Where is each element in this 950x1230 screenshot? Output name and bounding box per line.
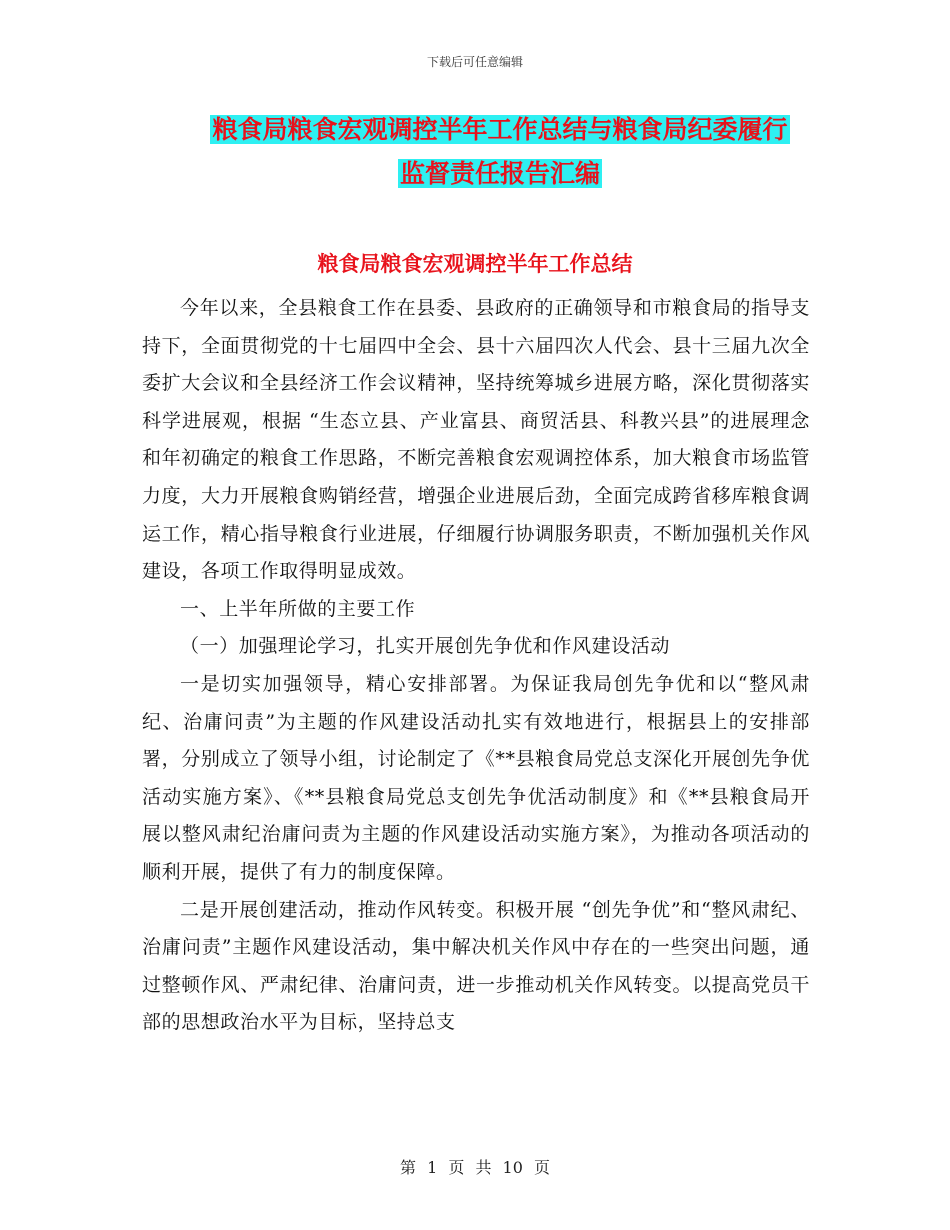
document-title-line-2: 监督责任报告汇编 [399, 159, 600, 188]
page-number: 第 1 页 共 10 页 [400, 1158, 550, 1177]
paragraph-activities: 二是开展创建活动，推动作风转变。积极开展 “创先争优”和“整风肃纪、治庸问责”主题作风建设活动，集中解决机关作风中存在的一些突出问题，通过整顿作风、严肃纪律、治庸问责，进一步推动机关作风转变。以提高党员干部的思想政治水平为目标，坚持总支 [142, 898, 810, 1034]
subheading-theory-study: （一）加强理论学习，扎实开展创先争优和作风建设活动 [180, 635, 671, 658]
heading-main-work: 一、上半年所做的主要工作 [180, 597, 416, 620]
section-title: 粮食局粮食宏观调控半年工作总结 [317, 252, 633, 276]
paragraph-intro: 今年以来，全县粮食工作在县委、县政府的正确领导和市粮食局的指导支持下，全面贯彻党的十七届四中全会、县十六届四次人代会、县十三届九次全委扩大会议和全县经济工作会议精神，坚持统筹城乡进展方略，深化贯彻落实科学进展观，根据 “生态立县、产业富县、商贸活县、科教兴县”的进展理念和年初确定的粮食工作思路，不断完善粮食宏观调控体系，加大粮食市场监管力度，大力开展粮食购销经营，增强企业进展后劲，全面完成跨省移库粮食调运工作，精心指导粮食行业进展，仔细履行协调服务职责，不断加强机关作风建设，各项工作取得明显成效。 [142, 297, 810, 583]
paragraph-leadership: 一是切实加强领导，精心安排部署。为保证我局创先争优和以“整风肃纪、治庸问责”为主题的作风建设活动扎实有效地进行，根据县上的安排部署，分别成立了领导小组，讨论制定了《**县粮食局党总支深化开展创先争优活动实施方案》、《**县粮食局党总支创先争优活动制度》和《**县粮食局开展以整风肃纪治庸问责为主题的作风建设活动实施方案》，为推动各项活动的顺利开展，提供了有力的制度保障。 [142, 672, 810, 883]
document-title-line-1: 粮食局粮食宏观调控半年工作总结与粮食局纪委履行 [212, 115, 788, 144]
header-note: 下载后可任意编辑 [426, 55, 523, 69]
document-title [140, 108, 860, 196]
body-text [142, 290, 810, 1042]
